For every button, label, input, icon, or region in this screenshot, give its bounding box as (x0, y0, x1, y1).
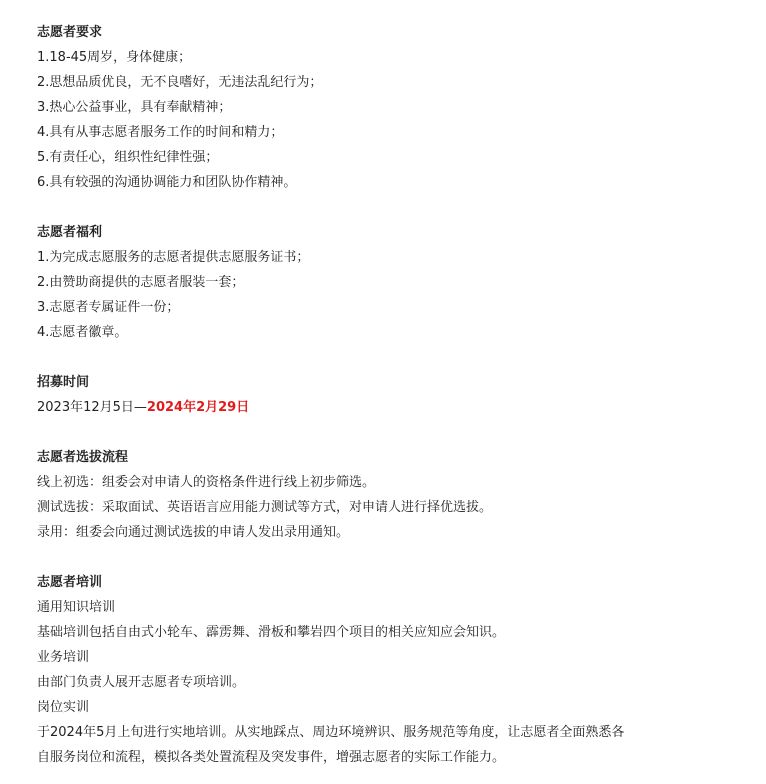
benefits-heading: 志愿者福利 (37, 225, 103, 240)
recruitment-heading: 招募时间 (37, 375, 90, 390)
spacer (37, 420, 766, 445)
requirement-item: 2.思想品质优良，无不良嗜好，无违法乱纪行为； (37, 75, 323, 90)
selection-step: 测试选拔：采取面试、英语语言应用能力测试等方式，对申请人进行择优选拔。 (37, 500, 493, 515)
benefit-item: 4.志愿者徽章。 (37, 325, 128, 340)
selection-step: 线上初选：组委会对申请人的资格条件进行线上初步筛选。 (37, 475, 376, 490)
training-business-title: 业务培训 (37, 650, 90, 665)
recruitment-period (37, 395, 766, 420)
training-general-desc: 基础培训包括自由式小轮车、霹雳舞、滑板和攀岩四个项目的相关应知应会知识。 (37, 625, 506, 640)
requirement-item: 4.具有从事志愿者服务工作的时间和精力； (37, 125, 284, 140)
spacer (37, 195, 766, 220)
training-onsite-desc-1: 于2024年5月上旬进行实地培训。从实地踩点、周边环境辨识、服务规范等角度，让志愿者全面熟悉各 (37, 725, 625, 740)
training-onsite-desc-2: 自服务岗位和流程，模拟各类处置流程及突发事件，增强志愿者的实际工作能力。 (37, 750, 506, 765)
recruitment-end: 2024年2月29日 (146, 400, 250, 415)
benefit-item: 1.为完成志愿服务的志愿者提供志愿服务证书； (37, 250, 310, 265)
training-business-desc: 由部门负责人展开志愿者专项培训。 (37, 675, 246, 690)
recruitment-start: 2023年12月5日— (37, 400, 147, 415)
training-onsite-title: 岗位实训 (37, 700, 90, 715)
requirement-item: 6.具有较强的沟通协调能力和团队协作精神。 (37, 175, 297, 190)
spacer (37, 545, 766, 570)
requirement-item: 1.18-45周岁，身体健康； (37, 50, 192, 65)
selection-heading: 志愿者选拔流程 (37, 450, 129, 465)
requirement-item: 5.有责任心，组织性纪律性强； (37, 150, 219, 165)
training-general-title: 通用知识培训 (37, 600, 116, 615)
benefit-item: 3.志愿者专属证件一份； (37, 300, 180, 315)
selection-step: 录用：组委会向通过测试选拔的申请人发出录用通知。 (37, 525, 350, 540)
spacer (37, 345, 766, 370)
requirements-heading: 志愿者要求 (37, 25, 103, 40)
training-heading: 志愿者培训 (37, 575, 103, 590)
requirement-item: 3.热心公益事业，具有奉献精神； (37, 100, 232, 115)
benefit-item: 2.由赞助商提供的志愿者服装一套； (37, 275, 245, 290)
